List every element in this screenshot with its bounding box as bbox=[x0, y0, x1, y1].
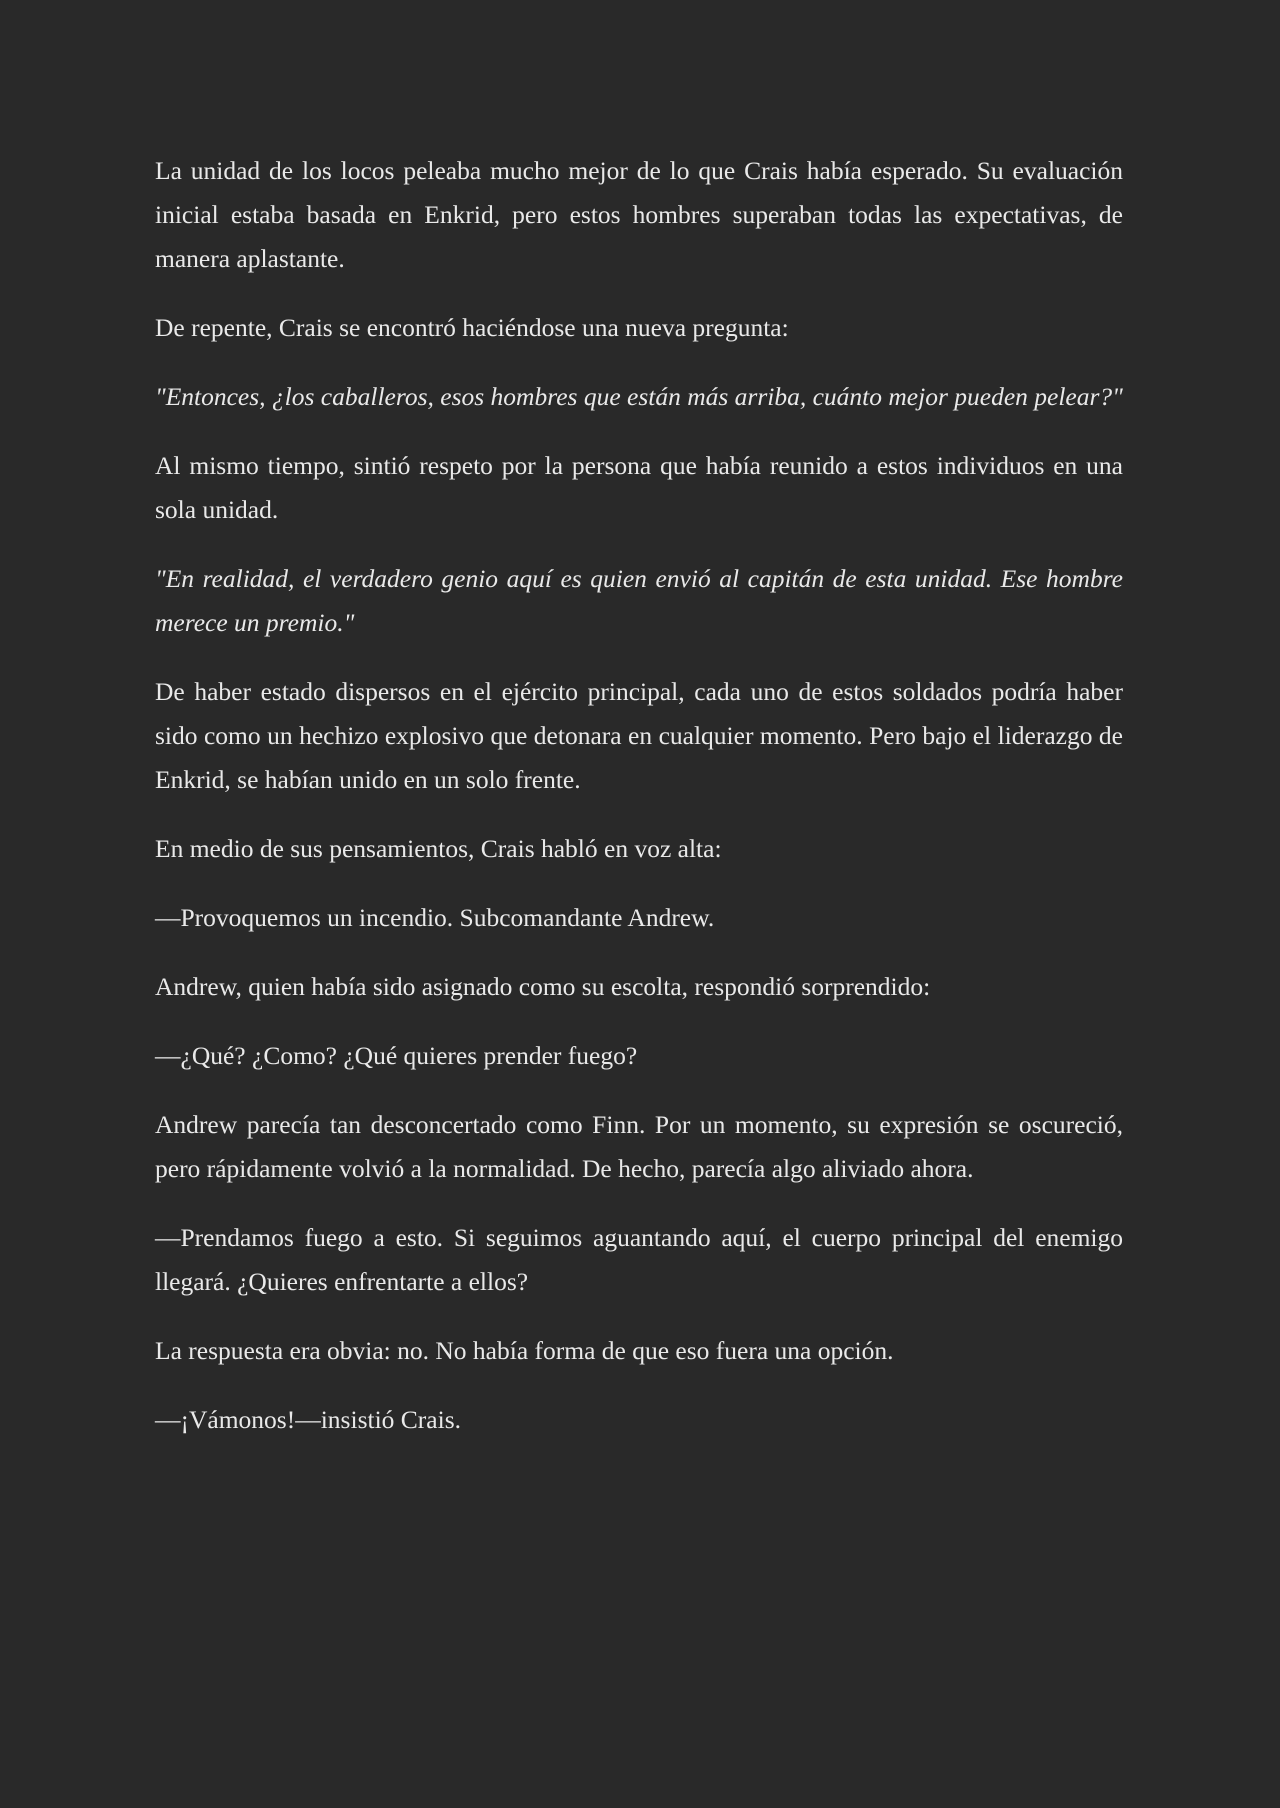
paragraph: La unidad de los locos peleaba mucho mejor de lo que Crais había esperado. Su evaluación inicial estaba basada en Enkrid, pero estos hombres superaban todas las expectativas, de manera aplastante. bbox=[155, 156, 1123, 273]
chapter-text bbox=[155, 149, 1123, 1467]
paragraph-thought: "En realidad, el verdadero genio aquí es quien envió al capitán de esta unidad. Ese hombre merece un premio." bbox=[155, 564, 1123, 637]
paragraph: De repente, Crais se encontró haciéndose una nueva pregunta: bbox=[155, 313, 789, 342]
paragraph-dialogue: —Prendamos fuego a esto. Si seguimos aguantando aquí, el cuerpo principal del enemigo llegará. ¿Quieres enfrentarte a ellos? bbox=[155, 1223, 1123, 1296]
paragraph: En medio de sus pensamientos, Crais habló en voz alta: bbox=[155, 834, 722, 863]
paragraph: De haber estado dispersos en el ejército principal, cada uno de estos soldados podría haber sido como un hechizo explosivo que detonara en cualquier momento. Pero bajo el liderazgo de Enkrid, se habían unido en un solo frente. bbox=[155, 677, 1123, 794]
paragraph: Andrew parecía tan desconcertado como Finn. Por un momento, su expresión se oscureció, pero rápidamente volvió a la normalidad. De hecho, parecía algo aliviado ahora. bbox=[155, 1110, 1123, 1183]
paragraph: La respuesta era obvia: no. No había forma de que eso fuera una opción. bbox=[155, 1336, 894, 1365]
paragraph-thought: "Entonces, ¿los caballeros, esos hombres que están más arriba, cuánto mejor pueden pelear?" bbox=[155, 382, 1123, 411]
paragraph-dialogue: —¿Qué? ¿Como? ¿Qué quieres prender fuego? bbox=[155, 1041, 638, 1070]
paragraph: Andrew, quien había sido asignado como su escolta, respondió sorprendido: bbox=[155, 972, 931, 1001]
paragraph: Al mismo tiempo, sintió respeto por la persona que había reunido a estos individuos en una sola unidad. bbox=[155, 451, 1123, 524]
paragraph-dialogue: —Provoquemos un incendio. Subcomandante Andrew. bbox=[155, 903, 715, 932]
paragraph-dialogue: —¡Vámonos!—insistió Crais. bbox=[155, 1405, 461, 1434]
